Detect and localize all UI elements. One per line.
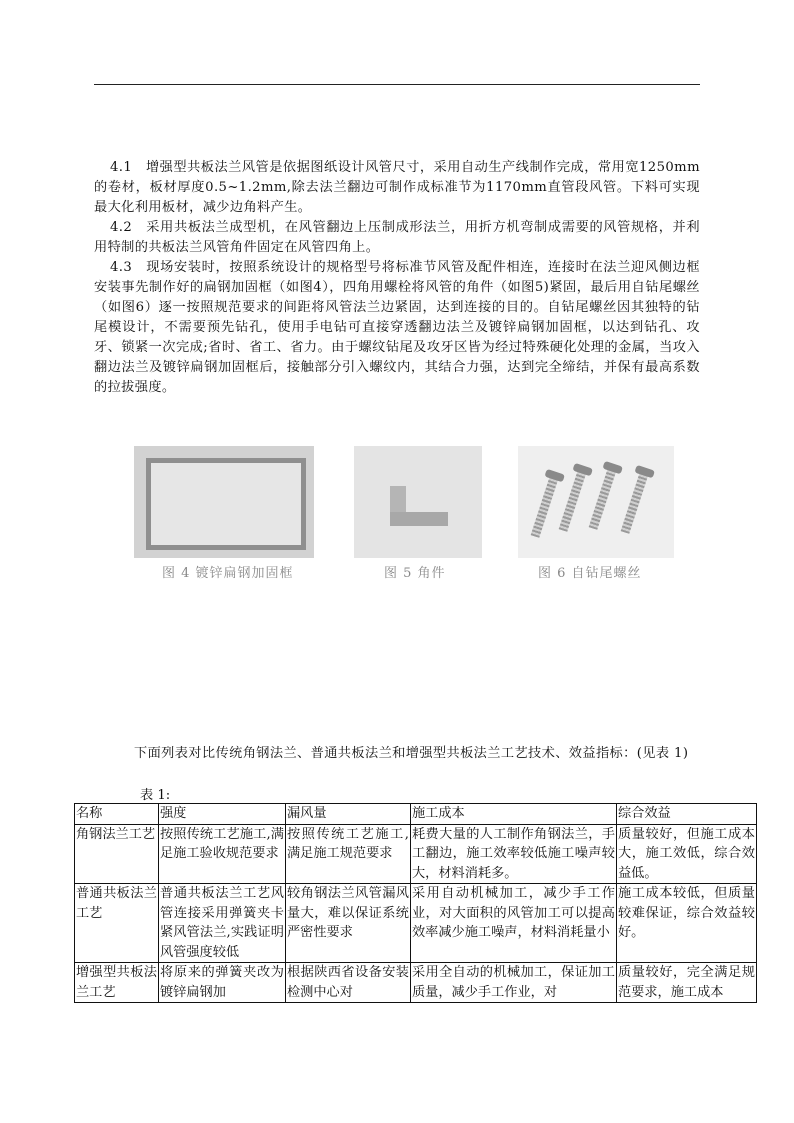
- table-cell: 普通共板法兰工艺风管连接采用弹簧夹卡紧风管法兰,实践证明风管强度较低: [159, 884, 286, 963]
- table-intro: 下面列表对比传统角钢法兰、普通共板法兰和增强型共板法兰工艺技术、效益指标：(见表 1): [134, 746, 689, 761]
- table-cell: 增强型共板法兰工艺: [75, 963, 159, 1003]
- table-cell: 质量较好，但施工成本大，施工效低，综合效益低。: [617, 824, 757, 884]
- header-rule: [94, 84, 700, 85]
- header-name: 名称: [75, 804, 159, 825]
- table-cell: 采用自动机械加工，减少手工作业，对大面积的风管加工可以提高效率减少施工噪声，材料消耗量小: [411, 884, 617, 963]
- header-cost: 施工成本: [411, 804, 617, 825]
- paragraph-4-2: 4.2 采用共板法兰成型机，在风管翻边上压制成形法兰，用折方机弯制成需要的风管规格，并利用特制的共板法兰风管角件固定在风管四角上。: [94, 220, 700, 255]
- table-cell: 根据陕西省设备安装检测中心对: [286, 963, 411, 1003]
- table-label: 表 1:: [140, 788, 171, 803]
- table-row: [75, 824, 757, 884]
- table-cell: 质量较好，完全满足规范要求，施工成本: [617, 963, 757, 1003]
- paragraph-4-3: 4.3 现场安装时，按照系统设计的规格型号将标准节风管及配件相连，连接时在法兰迎风侧边框安装事先制作好的扁钢加固框（如图4），四角用螺栓将风管的角件（如图5)紧固，最后用自钻尾螺丝（如图6）逐一按照规范要求的间距将风管法兰边紧固，达到连接的目的。自钻尾螺丝因其独特的钻尾模设计，不需要预先钻孔，使用手电钻可直接穿透翻边法兰及镀锌扁钢加固框，以达到钻孔、攻牙、锁紧一次完成;省时、省工、省力。由于螺纹钻尾及攻牙区皆为经过特殊硬化处理的金属，当攻入翻边法兰及镀锌扁钢加固框后，接触部分引入螺纹内，其结合力强，达到完全缔结，并保有最高系数的拉拔强度。: [94, 260, 700, 395]
- paragraph-4-1: 4.1 增强型共板法兰风管是依据图纸设计风管尺寸，采用自动生产线制作完成，常用宽1250mm的卷材，板材厚度0.5~1.2mm,除去法兰翻边可制作成标准节为1170mm直管段风管。下料可实现最大化利用板材，减少边角料产生。: [94, 160, 700, 215]
- figure-row: [134, 440, 674, 590]
- corner-piece-photo: [354, 446, 482, 558]
- table-cell: 角钢法兰工艺: [75, 824, 159, 884]
- reinforcement-frame-photo: [134, 446, 314, 558]
- self-drilling-screw-photo: [518, 446, 674, 558]
- comparison-table: [74, 803, 757, 1003]
- header-strength: 强度: [159, 804, 286, 825]
- table-cell: 耗费大量的人工制作角钢法兰，手工翻边，施工效率较低施工噪声较大，材料消耗多。: [411, 824, 617, 884]
- table-cell: 普通共板法兰工艺: [75, 884, 159, 963]
- figure-5-caption: 图 5 角件: [384, 566, 446, 581]
- table-cell: 按照传统工艺施工,满足施工规范要求: [286, 824, 411, 884]
- table-header-row: [75, 804, 757, 825]
- table-cell: 将原来的弹簧夹改为镀锌扁钢加: [159, 963, 286, 1003]
- header-benefit: 综合效益: [617, 804, 757, 825]
- header-leakage: 漏风量: [286, 804, 411, 825]
- table-row: [75, 884, 757, 963]
- table-cell: 按照传统工艺施工,满足施工验收规范要求: [159, 824, 286, 884]
- figure-4-caption: 图 4 镀锌扁钢加固框: [162, 566, 294, 581]
- table-cell: 采用全自动的机械加工，保证加工质量，减少手工作业，对: [411, 963, 617, 1003]
- table-row: [75, 963, 757, 1003]
- table-cell: 较角钢法兰风管漏风量大，难以保证系统严密性要求: [286, 884, 411, 963]
- figure-6-caption: 图 6 自钻尾螺丝: [538, 566, 642, 581]
- page-bottom-margin: [0, 1036, 794, 1123]
- table-cell: 施工成本较低，但质量较难保证，综合效益较好。: [617, 884, 757, 963]
